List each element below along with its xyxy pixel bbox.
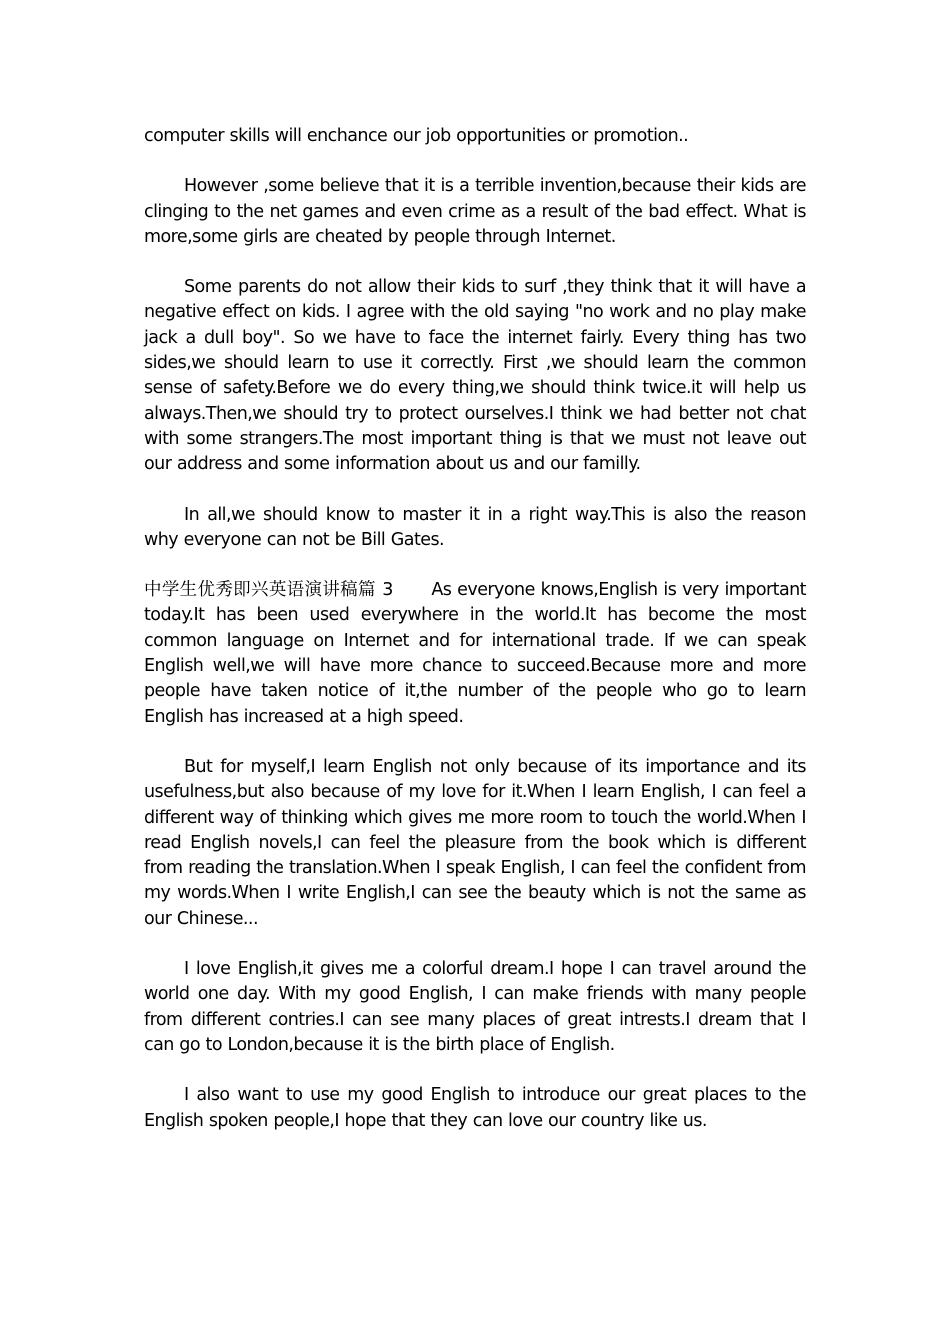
paragraph: In all,we should know to master it in a right way.This is also the reason why everyone can not be Bill Gates. xyxy=(144,504,806,550)
paragraph: However ,some believe that it is a terrible invention,because their kids are clinging to the net games and even crime as a result of the bad effect. What is more,some girls are cheated by people through Internet. xyxy=(144,176,806,247)
paragraph: But for myself,I learn English not only because of its importance and its usefulness,but also because of my love for it.When I learn English, I can feel a different way of thinking which gives me more room to touch the world.When I read English novels,I can feel the pleasure from the book which is different from reading the translation.When I speak English, I can feel the confident from my words.When I write English,I can see the beauty which is not the same as our Chinese... xyxy=(144,756,806,929)
section-paragraph xyxy=(144,578,806,730)
paragraph: Some parents do not allow their kids to surf ,they think that it will have a negative effect on kids. I agree with the old saying "no work and no play make jack a dull boy". So we have to face the internet fairly. Every thing has two sides,we should learn to use it correctly. First ,we should learn the common sense of safety.Before we do every thing,we should think twice.it will help us always.Then,we should try to protect ourselves.I think we had better not chat with some strangers.The most important thing is that we must not leave out our address and some information about us and our familly. xyxy=(144,277,806,475)
paragraph: I love English,it gives me a colorful dream.I hope I can travel around the world one day. With my good English, I can make friends with many people from different contries.I can see many places of great intrests.I dream that I can go to London,because it is the birth place of English. xyxy=(144,959,806,1055)
paragraph: I also want to use my good English to introduce our great places to the English spoken people,I hope that they can love our country like us. xyxy=(144,1085,806,1131)
paragraph: computer skills will enchance our job opportunities or promotion.. xyxy=(144,126,689,146)
section-first-text: As everyone knows,English is very important today.It has been used everywhere in the world.It has become the most common language on Internet and for international trade. If we can speak English well,we will have more chance to succeed.Because more and more people have taken notice of it,the number of the people who go to learn English has increased at a high speed. xyxy=(144,580,806,727)
document-body xyxy=(144,124,806,1159)
section-title: 中学生优秀即兴英语演讲稿篇 3 xyxy=(144,580,394,601)
